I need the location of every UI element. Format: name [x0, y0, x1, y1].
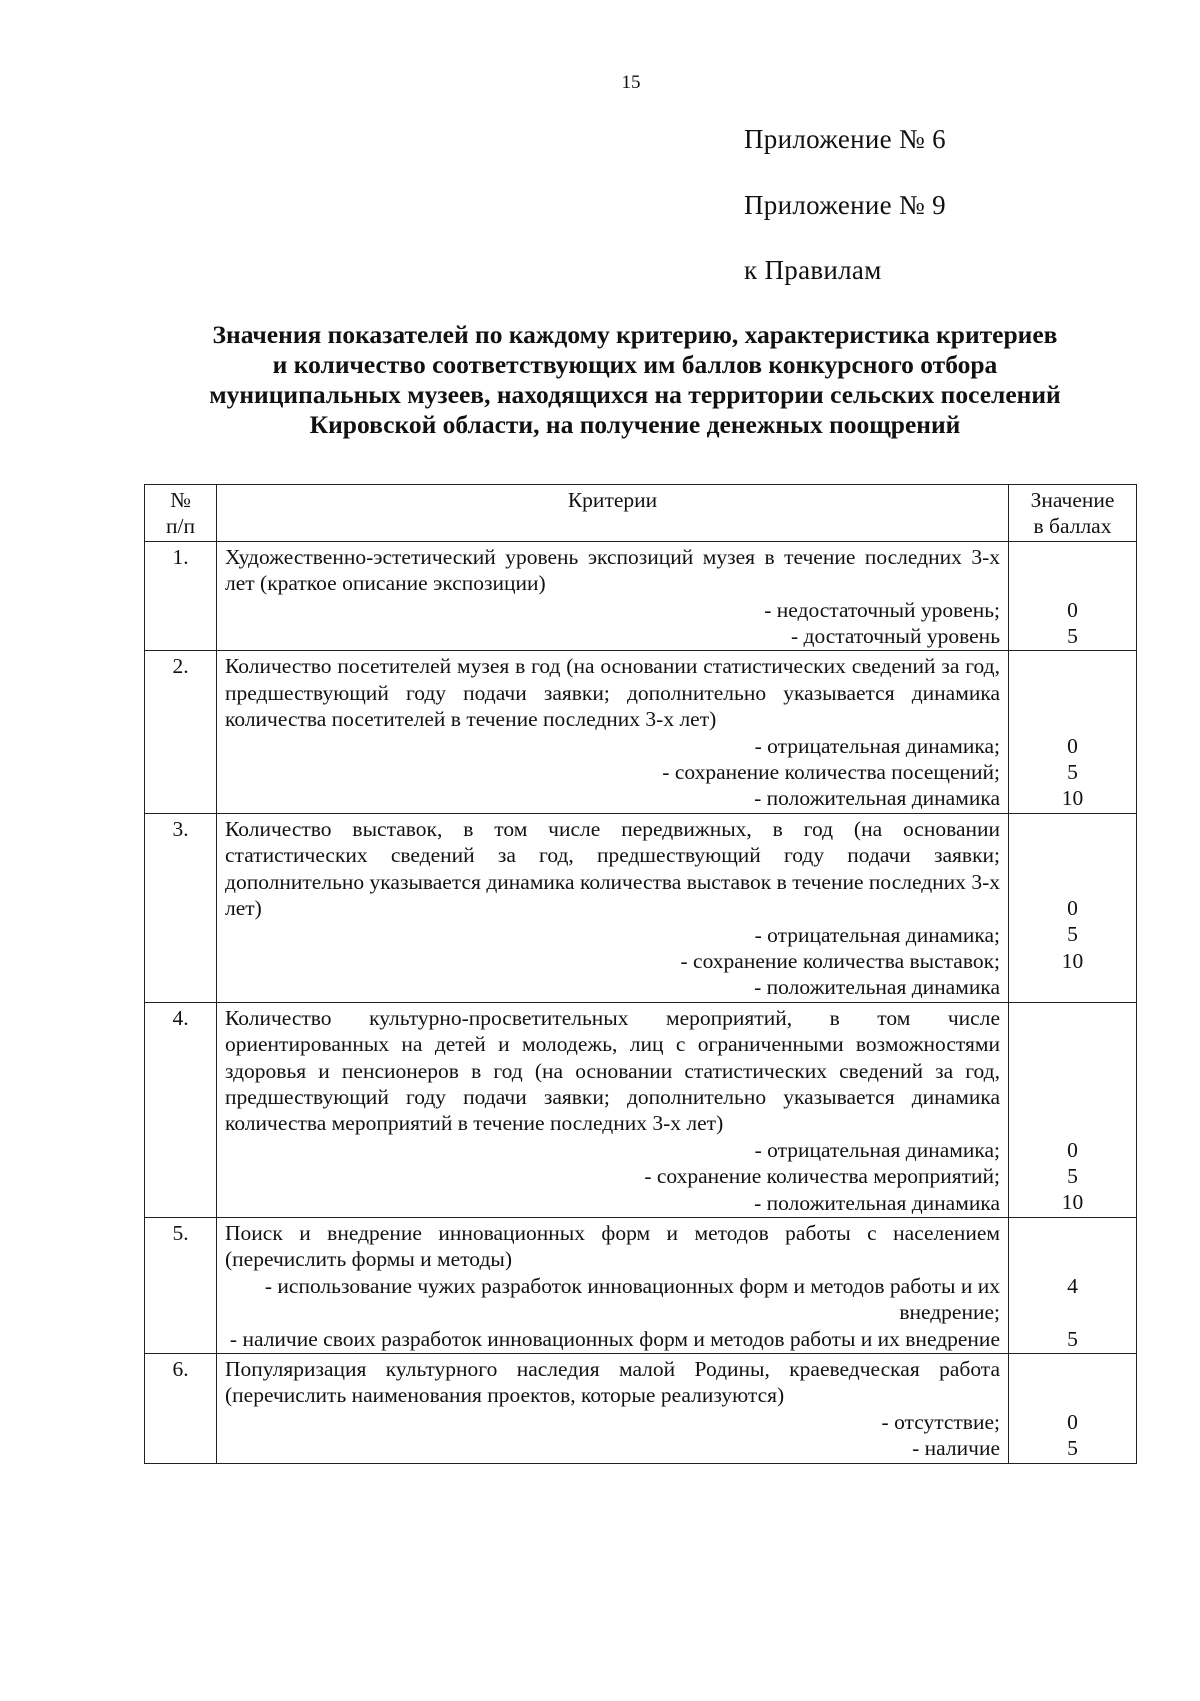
criterion-option: - положительная динамика — [754, 786, 1000, 811]
score-value: 5 — [1067, 1326, 1078, 1351]
row-number: 5. — [145, 1217, 217, 1353]
appendix-rules-label: к Правилам — [744, 255, 882, 285]
header-number — [145, 485, 217, 542]
criteria-table — [144, 484, 1137, 1464]
score-value: 5 — [1067, 922, 1078, 947]
criterion-description: Количество культурно-просветительных мероприятий, в том числе ориентированных на детей и молодежь, лиц с ограниченными возможностями здоровья и пенсионеров в год (на основании статистических сведений за год, предшествующий году подачи заявки; дополнительно указывается динамика количества мероприятий в течение последних 3-х лет) — [225, 1005, 1000, 1136]
score-value: 4 — [1067, 1273, 1078, 1298]
document-title — [130, 320, 1140, 440]
row-number: 6. — [145, 1354, 217, 1464]
title-line: и количество соответствующих им баллов конкурсного отбора — [272, 350, 998, 379]
table-row — [145, 1002, 1137, 1217]
criterion-option: - использование чужих разработок инновационных форм и методов работы и их внедрение; — [264, 1273, 1000, 1325]
criterion-description: Количество выставок, в том числе передвижных, в год (на основании статистических сведений за год, предшествующий году подачи заявки; дополнительно указывается динамика количества выставок в течение последних 3-х лет) — [225, 816, 1000, 921]
table-row — [145, 651, 1137, 813]
criterion-option: - сохранение количества мероприятий; — [644, 1164, 1000, 1189]
score-cell — [1009, 541, 1137, 651]
score-value: 0 — [1067, 1137, 1078, 1162]
score-value: 5 — [1067, 623, 1078, 648]
table-row — [145, 541, 1137, 651]
criterion-cell — [217, 651, 1009, 813]
score-cell — [1009, 813, 1137, 1002]
criterion-description: Количество посетителей музея в год (на основании статистических сведений за год, предшествующий году подачи заявки; дополнительно указывается динамика количества посетителей в течение последних 3-х лет) — [225, 654, 1000, 732]
criterion-cell — [217, 1217, 1009, 1353]
row-number: 2. — [145, 651, 217, 813]
criterion-description: Популяризация культурного наследия малой Родины, краеведческая работа (перечислить наименования проектов, которые реализуются) — [225, 1357, 1000, 1408]
criterion-option: - сохранение количества выставок; — [680, 948, 1000, 973]
criterion-option: - отсутствие; — [881, 1409, 1000, 1434]
score-value: 0 — [1067, 733, 1078, 758]
header-score — [1009, 485, 1137, 542]
criterion-option: - положительная динамика — [754, 1190, 1000, 1215]
criterion-cell — [217, 1354, 1009, 1464]
criterion-option: - наличие — [912, 1436, 1000, 1461]
score-value: 0 — [1067, 1409, 1078, 1434]
criterion-option: - достаточный уровень — [790, 624, 1000, 649]
criterion-option: - отрицательная динамика; — [754, 922, 1000, 947]
score-value: 10 — [1061, 786, 1084, 811]
score-cell — [1009, 1217, 1137, 1353]
criterion-option: - отрицательная динамика; — [754, 1137, 1000, 1162]
score-value: 10 — [1061, 948, 1084, 973]
criterion-cell — [217, 1002, 1009, 1217]
criterion-option: - положительная динамика — [754, 975, 1000, 1000]
appendix-6-label: Приложение № 6 — [744, 124, 946, 154]
criterion-cell — [217, 541, 1009, 651]
header-criteria: Критерии — [217, 485, 1009, 542]
criterion-option: - отрицательная динамика; — [754, 733, 1000, 758]
title-line: Значения показателей по каждому критерию, характеристика критериев — [212, 320, 1058, 349]
criterion-cell — [217, 813, 1009, 1002]
criterion-option: - сохранение количества посещений; — [662, 760, 1000, 785]
table-row — [145, 1217, 1137, 1353]
score-cell — [1009, 1002, 1137, 1217]
row-number: 3. — [145, 813, 217, 1002]
row-number: 4. — [145, 1002, 217, 1217]
score-value: 5 — [1067, 1436, 1078, 1461]
header-number-line: п/п — [166, 514, 195, 539]
score-value: 0 — [1067, 597, 1078, 622]
row-number: 1. — [145, 541, 217, 651]
criterion-description: Поиск и внедрение инновационных форм и методов работы с населением (перечислить формы и методы) — [225, 1220, 1000, 1272]
criterion-option: - наличие своих разработок инновационных форм и методов работы и их внедрение — [229, 1326, 1000, 1351]
header-score-line: Значение — [1030, 488, 1115, 512]
table-header-row — [145, 485, 1137, 542]
score-value: 5 — [1067, 760, 1078, 784]
appendix-9-label: Приложение № 9 — [744, 190, 946, 220]
score-value: 5 — [1067, 1164, 1078, 1189]
score-cell — [1009, 1354, 1137, 1464]
table-row — [145, 813, 1137, 1002]
criterion-description: Художественно-эстетический уровень экспозиций музея в течение последних 3-х лет (краткое описание экспозиции) — [225, 544, 1000, 596]
title-line: Кировской области, на получение денежных поощрений — [309, 410, 961, 439]
criterion-option: - недостаточный уровень; — [764, 597, 1000, 622]
score-value: 0 — [1067, 896, 1078, 921]
table-row — [145, 1354, 1137, 1464]
score-value: 10 — [1061, 1190, 1084, 1215]
page-number: 15 — [621, 72, 641, 93]
title-line: муниципальных музеев, находящихся на территории сельских поселений — [209, 380, 1061, 409]
header-number-line: № — [170, 488, 191, 512]
header-score-line: в баллах — [1033, 514, 1112, 539]
score-cell — [1009, 651, 1137, 813]
